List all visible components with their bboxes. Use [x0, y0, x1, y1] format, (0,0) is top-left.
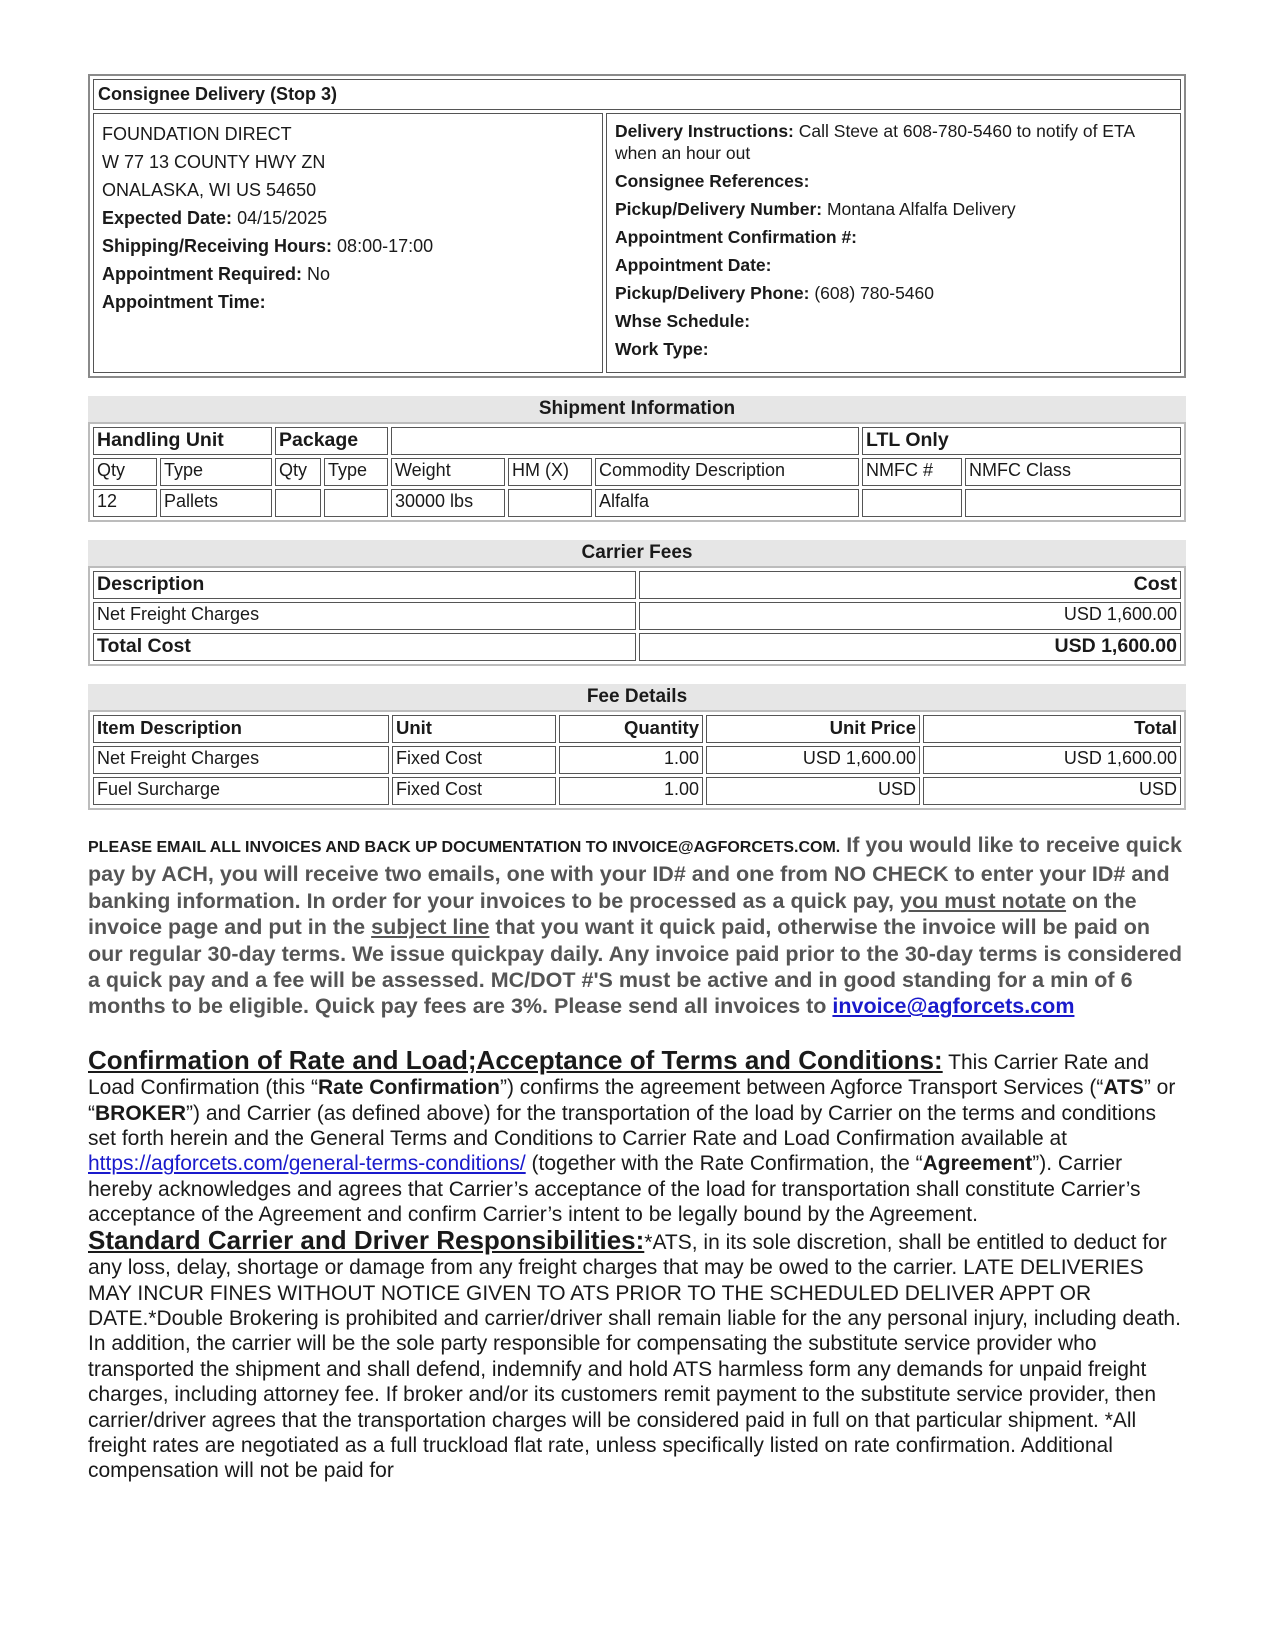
package-header: Package	[275, 427, 388, 455]
cell-fee-description: Net Freight Charges	[93, 602, 636, 630]
cell-total: USD 1,600.00	[923, 746, 1181, 774]
cell-nmfc-class	[965, 489, 1181, 517]
cell-package-qty	[275, 489, 321, 517]
cell-commodity-description: Alfalfa	[595, 489, 859, 517]
responsibilities-paragraph: Standard Carrier and Driver Responsibilities:*ATS, in its sole discretion, shall be entitled to deduct for any loss, delay, shortage or damage from any freight charges that may be owed to the carrier. LATE DELIVERIES MAY INCUR FINES WITHOUT NOTICE GIVEN TO ATS PRIOR TO THE SCHEDULED DELIVER APPT OR DATE.*Double Brokering is prohibited and carrier/driver shall remain liable for the any personal injury, including death. In addition, the carrier will be the sole party responsible for compensating the substitute service provider who transported the shipment and shall defend, indemnify and hold ATS harmless form any demands for unpaid freight charges, including attorney fee. If broker and/or its customers remit payment to the substitute service provider, then carrier/driver agrees that the transportation charges will be considered paid in full on that particular shipment. *All freight rates are negotiated as a full truckload flat rate, unless specifically listed on rate confirmation. Additional compensation will not be paid for	[88, 1224, 1181, 1483]
cell-nmfc-number	[862, 489, 962, 517]
cell-unit: Fixed Cost	[392, 746, 556, 774]
col-cost: Cost	[639, 571, 1182, 599]
col-weight: Weight	[391, 458, 505, 486]
cell-package-type	[324, 489, 388, 517]
whse-schedule-field: Whse Schedule:	[614, 311, 751, 331]
cell-item-description: Net Freight Charges	[93, 746, 389, 774]
pickup-delivery-number-field: Pickup/Delivery Number: Montana Alfalfa Delivery	[614, 199, 1016, 219]
responsibilities-heading: Standard Carrier and Driver Responsibilities:	[88, 1224, 645, 1255]
table-row	[93, 571, 1181, 599]
cell-hm	[508, 489, 592, 517]
appointment-date-field: Appointment Date:	[614, 255, 772, 275]
table-row	[93, 602, 1181, 630]
consignee-title: Consignee Delivery (Stop 3)	[93, 79, 1181, 110]
work-type-field: Work Type:	[614, 339, 709, 359]
cell-total: USD	[923, 777, 1181, 805]
consignee-details-column	[606, 113, 1181, 373]
col-nmfc-number: NMFC #	[862, 458, 962, 486]
invoice-notice: PLEASE EMAIL ALL INVOICES AND BACK UP DOCUMENTATION TO INVOICE@AGFORCETS.COM. If you would like to receive quick pay by ACH, you will receive two emails, one with your ID# and one from NO CHECK to enter your ID# and banking information. In order for your invoices to be processed as a quick pay, you must notate on the invoice page and put in the subject line that you want it quick paid, otherwise the invoice will be paid on our regular 30-day terms. We issue quickpay daily. Any invoice paid prior to the 30-day terms is considered a quick pay and a fee will be assessed. MC/DOT #'S must be active and in good standing for a min of 6 months to be eligible. Quick pay fees are 3%. Please send all invoices to invoice@agforcets.com	[88, 833, 1183, 1019]
carrier-fees-table	[88, 566, 1186, 666]
table-row	[93, 427, 1181, 455]
shipping-hours-field: Shipping/Receiving Hours: 08:00-17:00	[102, 236, 434, 256]
terms-section	[88, 1044, 1186, 1484]
expected-date-field: Expected Date: 04/15/2025	[102, 208, 328, 228]
consignee-name: FOUNDATION DIRECT	[102, 124, 292, 144]
pickup-delivery-phone-field: Pickup/Delivery Phone: (608) 780-5460	[614, 283, 934, 303]
col-hm: HM (X)	[508, 458, 592, 486]
table-row	[93, 777, 1181, 805]
cell-weight: 30000 lbs	[391, 489, 505, 517]
shipment-information-table	[88, 422, 1186, 522]
total-cost-value: USD 1,600.00	[639, 633, 1182, 661]
col-commodity-description: Commodity Description	[595, 458, 859, 486]
col-type: Type	[160, 458, 272, 486]
shipment-information-title: Shipment Information	[88, 396, 1186, 422]
consignee-address-line-2: ONALASKA, WI US 54650	[102, 180, 317, 200]
cell-quantity: 1.00	[559, 746, 703, 774]
cell-unit: Fixed Cost	[392, 777, 556, 805]
rate-confirmation-page	[88, 74, 1186, 1484]
table-row	[93, 746, 1181, 774]
consignee-delivery-table	[88, 74, 1186, 378]
col-description: Description	[93, 571, 636, 599]
confirmation-terms-paragraph: Confirmation of Rate and Load;Acceptance of Terms and Conditions: This Carrier Rate and Load Confirmation (this “Rate Confirmation”) confirms the agreement between Agforce Transport Services (“ATS” or “BROKER”) and Carrier (as defined above) for the transportation of the load by Carrier on the terms and conditions set forth herein and the General Terms and Conditions to Carrier Rate and Load Confirmation available at https://agforcets.com/general-terms-conditions/ (together with the Rate Confirmation, the “Agreement”). Carrier hereby acknowledges and agrees that Carrier’s acceptance of the load for transportation shall constitute Carrier’s acceptance of the Agreement and confirm Carrier’s intent to be legally bound by the Agreement.	[88, 1044, 1176, 1227]
cell-type: Pallets	[160, 489, 272, 517]
col-unit-price: Unit Price	[706, 715, 920, 743]
fee-details-title: Fee Details	[88, 684, 1186, 710]
carrier-fees-title: Carrier Fees	[88, 540, 1186, 566]
cell-quantity: 1.00	[559, 777, 703, 805]
invoice-email-notice: PLEASE EMAIL ALL INVOICES AND BACK UP DOCUMENTATION TO INVOICE@AGFORCETS.COM.	[88, 839, 841, 856]
appointment-time-field: Appointment Time:	[102, 292, 266, 312]
col-total: Total	[923, 715, 1181, 743]
invoice-email-link[interactable]: invoice@agforcets.com	[832, 994, 1075, 1019]
col-quantity: Quantity	[559, 715, 703, 743]
cell-unit-price: USD	[706, 777, 920, 805]
consignee-address-column	[93, 113, 603, 373]
handling-unit-header: Handling Unit	[93, 427, 272, 455]
ltl-only-header: LTL Only	[862, 427, 1181, 455]
col-nmfc-class: NMFC Class	[965, 458, 1181, 486]
appointment-required-field: Appointment Required: No	[102, 264, 331, 284]
cell-unit-price: USD 1,600.00	[706, 746, 920, 774]
cell-fee-cost: USD 1,600.00	[639, 602, 1182, 630]
appointment-confirmation-field: Appointment Confirmation #:	[614, 227, 857, 247]
consignee-references-field: Consignee References:	[614, 171, 810, 191]
table-row	[93, 715, 1181, 743]
confirmation-terms-heading: Confirmation of Rate and Load;Acceptance of Terms and Conditions:	[88, 1044, 943, 1075]
blank-group-header	[391, 427, 859, 455]
col-package-type: Type	[324, 458, 388, 486]
fee-details-table	[88, 710, 1186, 810]
total-cost-label: Total Cost	[93, 633, 636, 661]
cell-qty: 12	[93, 489, 157, 517]
col-qty: Qty	[93, 458, 157, 486]
cell-item-description: Fuel Surcharge	[93, 777, 389, 805]
col-item-description: Item Description	[93, 715, 389, 743]
delivery-instructions-field: Delivery Instructions: Call Steve at 608-780-5460 to notify of ETA when an hour out	[614, 121, 1135, 163]
col-package-qty: Qty	[275, 458, 321, 486]
consignee-address-line-1: W 77 13 COUNTY HWY ZN	[102, 152, 326, 172]
table-row	[93, 458, 1181, 486]
table-row	[93, 633, 1181, 661]
table-row	[93, 489, 1181, 517]
general-terms-link[interactable]: https://agforcets.com/general-terms-conditions/	[88, 1152, 526, 1176]
col-unit: Unit	[392, 715, 556, 743]
